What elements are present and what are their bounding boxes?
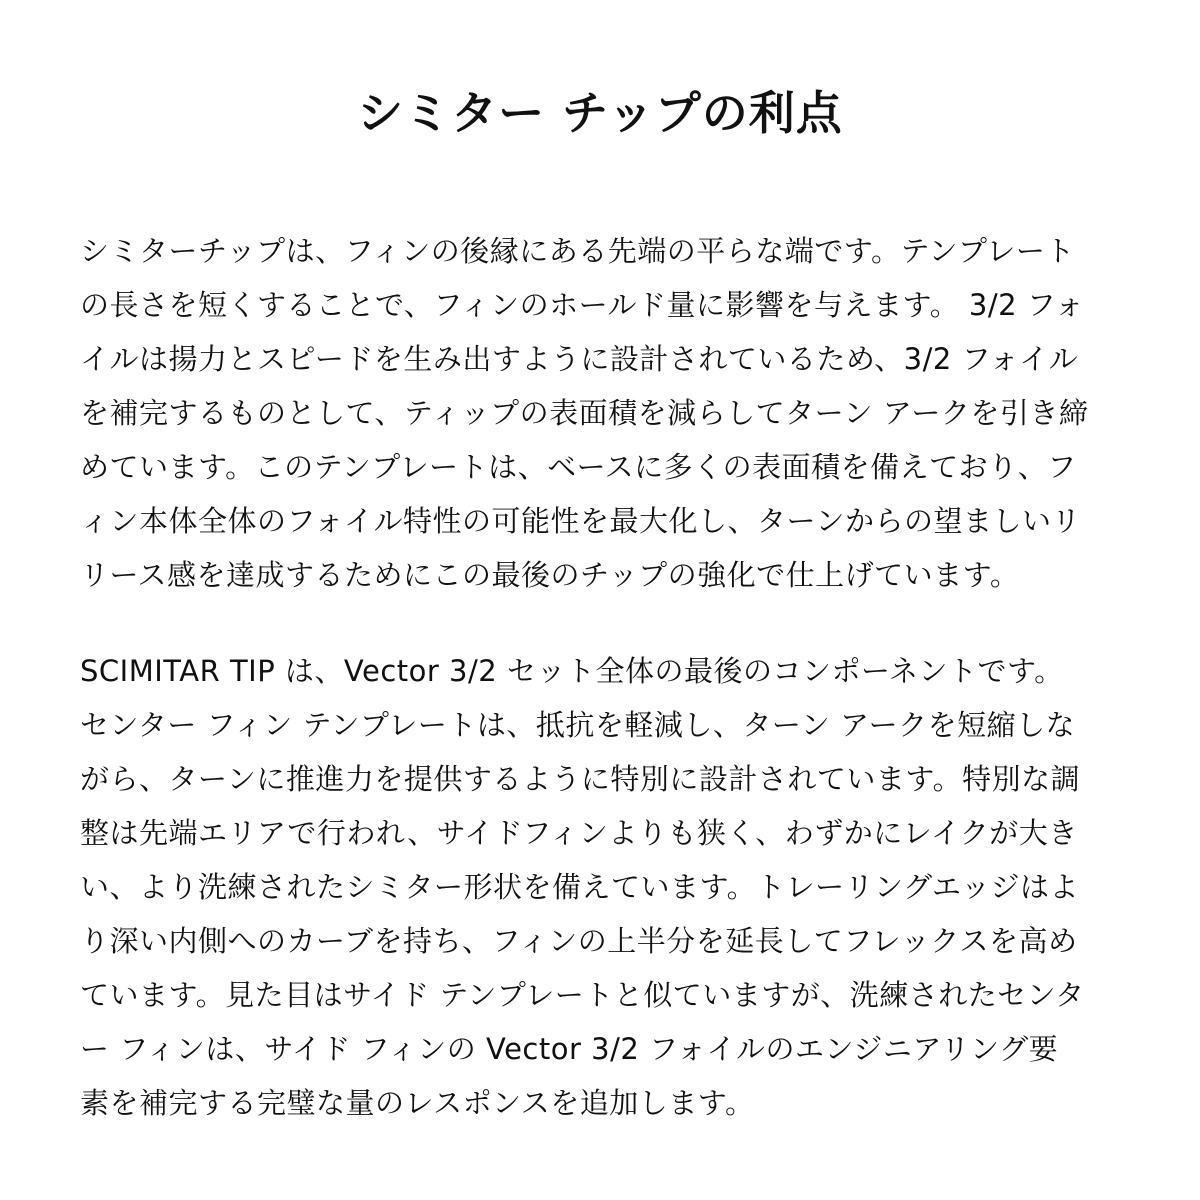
page-title: シミター チップの利点 bbox=[357, 86, 843, 140]
paragraph-1-line: イルは揚力とスピードを生み出すように設計されているため、3/2 フォイル bbox=[80, 342, 1079, 376]
paragraph-2-line: SCIMITAR TIP は、Vector 3/2 セット全体の最後のコンポーネントです。 bbox=[80, 654, 1064, 688]
paragraph-1-line: の長さを短くすることで、フィンのホールド量に影響を与えます。 3/2 フォ bbox=[80, 288, 1085, 322]
paragraph-2-line: 整は先端エリアで行われ、サイドフィンよりも狭く、わずかにレイクが大き bbox=[80, 816, 1078, 850]
paragraph-2-line: がら、ターンに推進力を提供するように特別に設計されています。特別な調 bbox=[80, 762, 1081, 796]
paragraph-1-line: ィン本体全体のフォイル特性の可能性を最大化し、ターンからの望ましいリ bbox=[80, 504, 1081, 538]
paragraph-2-line: ー フィンは、サイド フィンの Vector 3/2 フォイルのエンジニアリング要 bbox=[80, 1032, 1059, 1066]
paragraph-2-line: センター フィン テンプレートは、抵抗を軽減し、ターン アークを短縮しな bbox=[80, 708, 1076, 742]
paragraph-1-line: めています。このテンプレートは、ベースに多くの表面積を備えており、フ bbox=[80, 450, 1077, 484]
body-paragraph-1 bbox=[80, 224, 1120, 602]
paragraph-2-line: い、より洗練されたシミター形状を備えています。トレーリングエッジはよ bbox=[80, 870, 1079, 904]
paragraph-1-line: リース感を達成するためにこの最後のチップの強化で仕上げています。 bbox=[80, 558, 1020, 592]
paragraph-2-line: 素を補完する完璧な量のレスポンスを追加します。 bbox=[80, 1086, 755, 1120]
paragraph-2-line: ています。見た目はサイド テンプレートと似ていますが、洗練されたセンタ bbox=[80, 978, 1085, 1012]
paragraph-1-line: を補完するものとして、ティップの表面積を減らしてターン アークを引き締 bbox=[80, 396, 1089, 430]
paragraph-2-line: り深い内側へのカーブを持ち、フィンの上半分を延長してフレックスを高め bbox=[80, 924, 1078, 958]
body-paragraph-2 bbox=[80, 644, 1120, 1130]
paragraph-1-line: シミターチップは、フィンの後縁にある先端の平らな端です。テンプレート bbox=[80, 234, 1075, 268]
